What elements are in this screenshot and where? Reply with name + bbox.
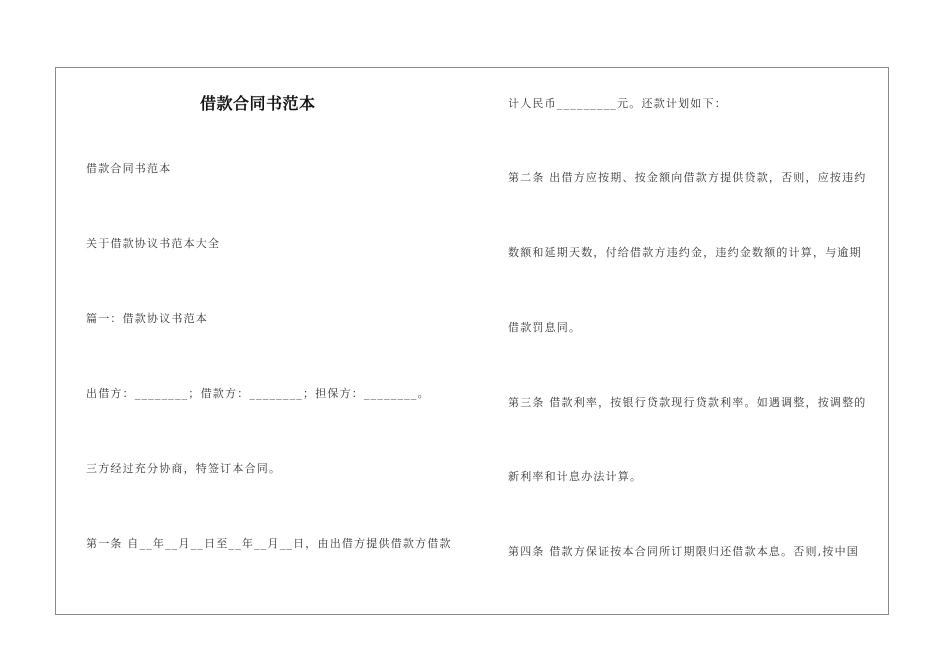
- document-page: [55, 67, 889, 615]
- paragraph-right-1: 计人民币_________元。还款计划如下：: [508, 97, 727, 110]
- paragraph-left-5: 三方经过充分协商，特签订本合同。: [86, 462, 282, 475]
- paragraph-right-6: 新利率和计息办法计算。: [508, 470, 643, 483]
- paragraph-left-6: 第一条 自__年__月__日至__年__月__日，由出借方提供借款方借款: [86, 537, 452, 550]
- paragraph-left-4: 出借方：________；借款方：________；担保方：________。: [86, 387, 430, 400]
- paragraph-left-3: 篇一：借款协议书范本: [86, 312, 208, 325]
- paragraph-right-2: 第二条 出借方应按期、按金额向借款方提供贷款，否则，应按违约: [508, 171, 867, 184]
- paragraph-left-1: 借款合同书范本: [86, 162, 172, 175]
- document-title: 借款合同书范本: [200, 94, 316, 113]
- paragraph-left-2: 关于借款协议书范本大全: [86, 237, 221, 250]
- paragraph-right-7: 第四条 借款方保证按本合同所订期限归还借款本息。否则,按中国: [508, 545, 859, 558]
- paragraph-right-5: 第三条 借款利率，按银行贷款现行贷款利率。如遇调整，按调整的: [508, 396, 867, 409]
- paragraph-right-4: 借款罚息同。: [508, 321, 582, 334]
- paragraph-right-3: 数额和延期天数，付给借款方违约金，违约金数额的计算，与逾期: [508, 246, 862, 259]
